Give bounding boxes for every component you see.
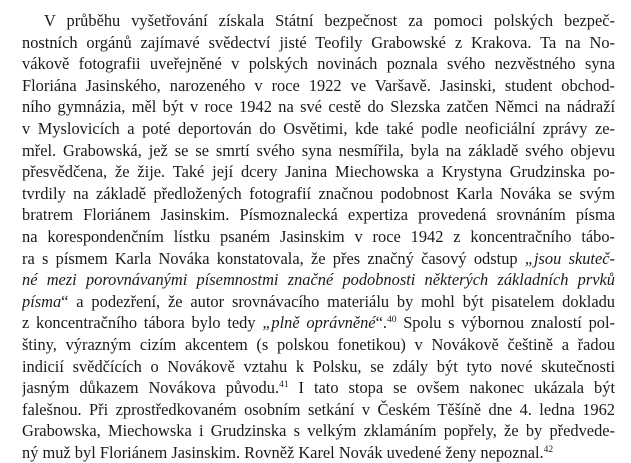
text-line (22, 420, 615, 442)
italic-quote: né mezi porovnávanými písemnostmi značné podobnosti některých základních prvků (22, 270, 615, 290)
italic-quote: písma (22, 291, 62, 311)
text-line (22, 140, 615, 162)
text-segment: falešnou. Při zprostředkovaném osobním setkání v Českém Těšíně dne 4. ledna 1962 (22, 399, 615, 419)
text-line (22, 183, 615, 205)
text-segment: z koncentračního tábora bylo tedy (22, 313, 263, 333)
footnote-reference: 42 (543, 444, 554, 455)
footnote-reference: 40 (386, 315, 397, 326)
text-segment: v Myslovicích a poté deportován do Osvětimi, kde také podle neoficiální zprávy ze- (22, 118, 615, 138)
text-line (22, 161, 615, 183)
text-line (22, 32, 615, 54)
text-line (22, 248, 615, 270)
italic-quote: „plně oprávněné (262, 313, 376, 333)
text-segment: “ a podezření, že autor srovnávacího materiálu by mohl být pisatelem dokladu (61, 291, 615, 311)
text-segment: ního gymnázia, měl být v roce 1942 na své cestě do Slezska zatčen Němci na nádraží (22, 97, 615, 117)
text-segment: I tato stopa se ovšem nakonec ukázala být (288, 378, 615, 398)
body-paragraph (22, 10, 615, 463)
text-segment: jasným důkazem Novákova původu. (22, 378, 280, 398)
text-segment: Grabowska, Miechowska i Grudzinska s velkým zklamáním popřely, že by předvede- (22, 421, 615, 441)
text-segment: “. (375, 313, 387, 333)
text-line (22, 118, 615, 140)
text-segment: mřel. Grabowská, jež se se smrtí svého syna nesmířila, byla na základě svého objevu (22, 140, 615, 160)
text-segment: na korespondenčním lístku psaném Jasinskim v roce 1942 z koncentračního tábo- (22, 226, 615, 246)
text-segment: Spolu s výbornou znalostí pol- (396, 313, 615, 333)
footnote-reference: 41 (279, 380, 289, 391)
text-segment: štiny, výrazným cizím akcentem (s polskou fonetikou) v Novákově češtině a řadou (22, 334, 615, 354)
text-segment: ra s písmem Karla Nováka konstatovala, že přes značný časový odstup (22, 248, 525, 268)
text-line (22, 226, 615, 248)
text-line (22, 96, 615, 118)
text-segment: Floriána Jasinského, narozeného v roce 1922 ve Varšavě. Jasinski, student obchod- (22, 75, 615, 95)
text-segment: ný muž byl Floriánem Jasinskim. Rovněž Karel Novák uvedené ženy nepoznal. (22, 442, 544, 462)
text-segment: indicií svědčících o Novákově vztahu k Polsku, se zdály být tyto nové skutečnosti (22, 356, 615, 376)
text-segment: bratrem Floriánem Jasinskim. Písmoznalecká expertiza provedená srovnáním písma (22, 205, 615, 225)
text-line (22, 53, 615, 75)
text-line (22, 356, 615, 378)
text-line (22, 75, 615, 97)
italic-quote: „jsou skuteč- (524, 248, 615, 268)
text-line (22, 399, 615, 421)
text-segment: V průběhu vyšetřování získala Státní bezpečnost za pomoci polských bezpeč- (44, 11, 615, 30)
text-segment: tvrdily na základě předložených fotografií značnou podobnost Karla Nováka se svým (22, 183, 615, 203)
text-line (22, 291, 615, 313)
text-line (22, 204, 615, 226)
text-line (22, 269, 615, 291)
text-segment: nostních orgánů zajímavé svědectví jisté Teofily Grabowské z Krakova. Ta na No- (22, 32, 615, 52)
text-line (22, 334, 615, 356)
text-line (22, 442, 615, 463)
text-line (22, 312, 615, 334)
text-segment: vákově fotografii uveřejněné v polských novinách poznala svého nezvěstného syna (22, 54, 615, 74)
text-segment: přesvědčena, že žije. Také její dcery Janina Miechowska a Krystyna Grudzinska po- (22, 162, 615, 182)
text-line (22, 377, 615, 399)
text-line (22, 10, 615, 32)
